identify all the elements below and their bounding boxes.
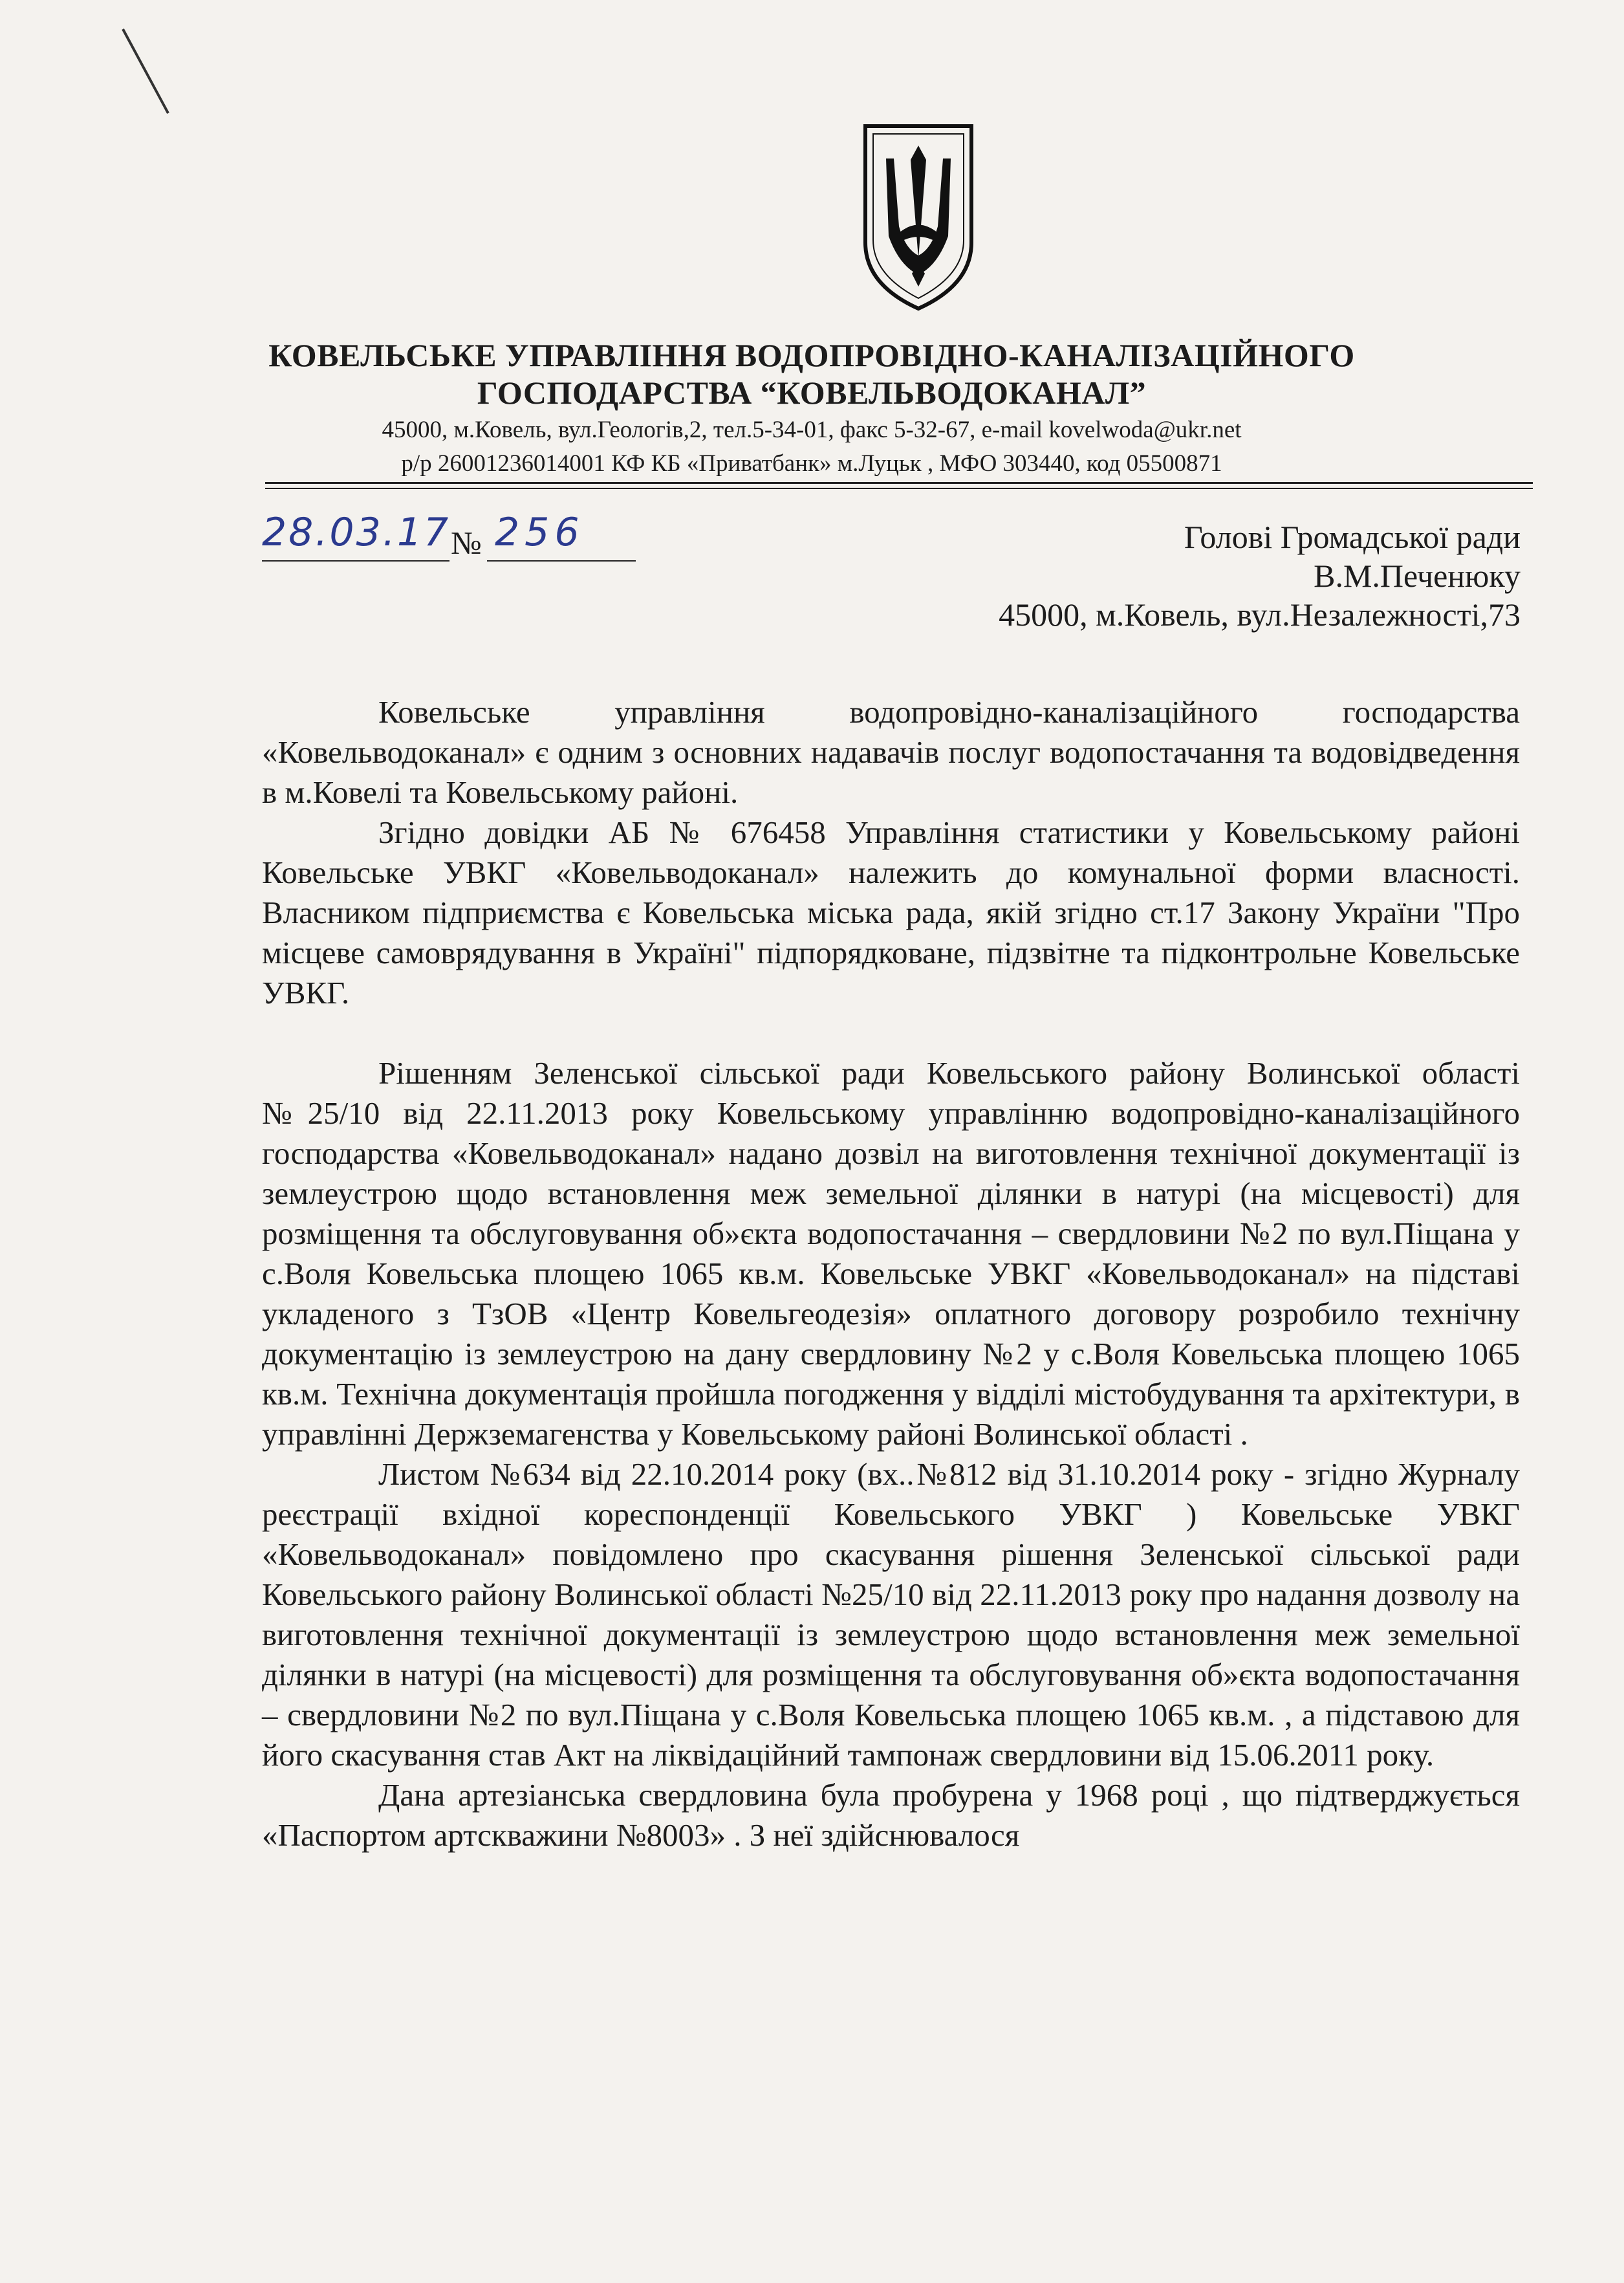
trident-icon <box>860 120 977 314</box>
paragraph: Згідно довідки АБ № 676458 Управління статистики у Ковельському районі Ковельське УВКГ «Ковельводоканал» належить до комунальної форми власності. Власником підприємства є Ковельська міська рада, якій згідно ст.17 Закону України "Про місцеве самоврядування в Україні" підпорядковане, підзвітне та підконтрольне Ковельське УВКГ. <box>262 814 1520 1010</box>
paragraph: Ковельське управління водопровідно-каналізаційного господарства «Ковельводоканал» є одним з основних надавачів послуг водопостачання та водовідведення в м.Ковелі та Ковельському районі. <box>262 694 1520 810</box>
scan-mark <box>110 19 188 123</box>
number-label: № <box>451 525 482 561</box>
number-underline <box>487 560 636 562</box>
addressee-title: Голові Громадської ради <box>1184 519 1521 555</box>
organization-name-line2: ГОСПОДАРСТВА “КОВЕЛЬВОДОКАНАЛ” <box>477 375 1147 411</box>
organization-contacts-line1: 45000, м.Ковель, вул.Геологів,2, тел.5-34-01, факс 5-32-67, e-mail kovelwoda@ukr.net <box>382 417 1242 443</box>
handwritten-date: 28.03.17 <box>262 510 451 555</box>
paragraph: Рішенням Зеленської сільської ради Ковельського району Волинської області №25/10 від 22.11.2013 року Ковельському управлінню водопровідно-каналізаційного господарства «Ковельводоканал» надано дозвіл на виготовлення технічної документації із землеустрою щодо встановлення меж земельної ділянки в натурі (на місцевості) для розміщення та обслуговування об»єкта водопостачання – свердловини №2 по вул.Піщана у с.Воля Ковельська площею 1065 кв.м. Ковельське УВКГ «Ковельводоканал» на підставі укладеного з ТзОВ «Центр Ковельгеодезія» оплатного договору розробило технічну документацію із землеустрою на дану свердловину №2 у с.Воля Ковельська площею 1065 кв.м. Технічна документація пройшла погодження у відділі містобудування та архітектури, в управлінні Держземагенства у Ковельському районі Волинської області . <box>262 1055 1520 1452</box>
organization-header <box>162 336 1462 479</box>
organization-name-line1: КОВЕЛЬСЬКЕ УПРАВЛІННЯ ВОДОПРОВІДНО-КАНАЛІЗАЦІЙНОГО <box>268 337 1355 373</box>
header-divider <box>265 482 1533 484</box>
paragraph: Листом №634 від 22.10.2014 року (вх..№812 від 31.10.2014 року - згідно Журналу реєстрації вхідної кореспонденції Ковельського УВКГ ) Ковельське УВКГ «Ковельводоканал» повідомлено про скасування рішення Зеленської сільської ради Ковельського району Волинської області №25/10 від 22.11.2013 року про надання дозволу на виготовлення технічної документації із землеустрою щодо встановлення меж земельної ділянки в натурі (на місцевості) для розміщення та обслуговування об»єкта водопостачання – свердловини №2 по вул.Піщана у с.Воля Ковельська площею 1065 кв.м. , а підставою для його скасування став Акт на ліквідаційний тампонаж свердловини від 15.06.2011 року. <box>262 1456 1520 1773</box>
letter-body <box>262 692 1520 1855</box>
addressee-name: В.М.Печенюку <box>1314 558 1521 594</box>
paragraph: Дана артезіанська свердловина була пробурена у 1968 році , що підтверджується «Паспортом артскважини №8003» . З неї здійснювалося <box>262 1777 1520 1853</box>
organization-bank-details: р/р 26001236014001 КФ КБ «Приватбанк» м.Луцьк , МФО 303440, код 05500871 <box>401 450 1222 477</box>
handwritten-number: 256 <box>495 510 585 555</box>
date-underline <box>262 560 449 562</box>
addressee-block <box>777 518 1521 634</box>
header-divider-thin <box>265 488 1533 489</box>
addressee-address: 45000, м.Ковель, вул.Незалежності,73 <box>999 596 1521 633</box>
